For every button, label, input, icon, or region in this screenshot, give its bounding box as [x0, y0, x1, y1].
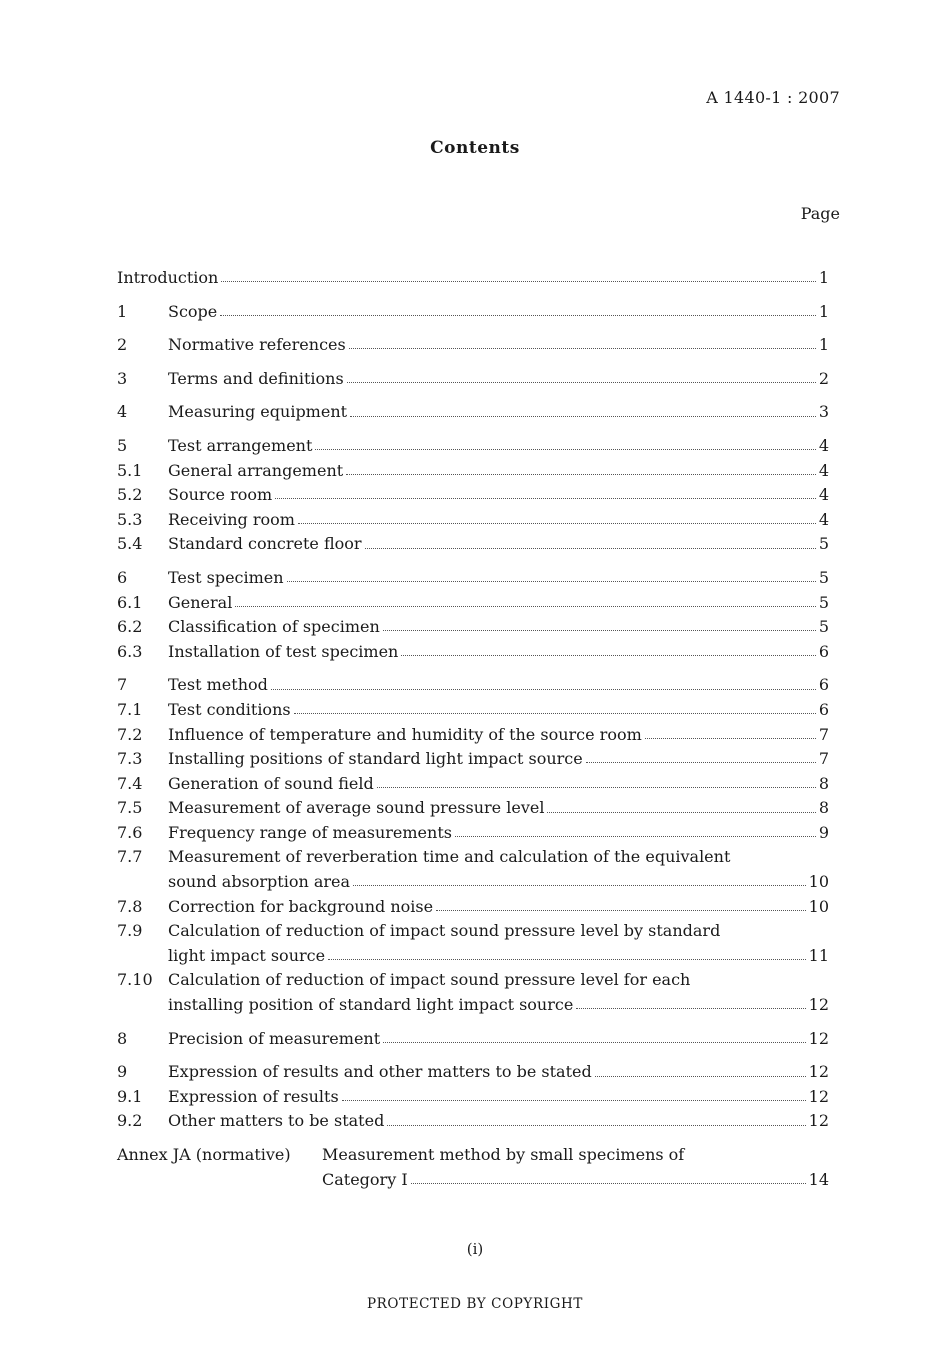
toc-entry-page: 5 — [818, 534, 829, 554]
toc-entry-number: 9 — [117, 1062, 128, 1082]
toc-entry[interactable] — [117, 532, 829, 557]
toc-entry-page: 3 — [818, 402, 829, 422]
toc-entry-number: 7.1 — [117, 699, 143, 719]
dot-leader — [350, 415, 816, 417]
toc-entry-page: 8 — [818, 798, 829, 818]
dot-leader — [411, 1182, 806, 1184]
toc-entry-title: Test conditions — [168, 699, 291, 719]
toc-entry-number: 2 — [117, 335, 128, 355]
toc-entry-title: Frequency range of measurements — [168, 822, 452, 842]
toc-entry-title: Calculation of reduction of impact sound pressure level for each — [168, 970, 691, 990]
toc-entry-page: 4 — [818, 435, 829, 455]
dot-leader — [353, 884, 806, 886]
dot-leader — [547, 811, 815, 813]
dot-leader — [645, 737, 816, 739]
table-of-contents — [117, 266, 829, 1192]
toc-entry-title: Other matters to be stated — [168, 1111, 385, 1131]
toc-entry[interactable] — [117, 434, 829, 459]
dot-leader — [401, 654, 815, 656]
toc-entry-page: 5 — [818, 617, 829, 637]
toc-entry-title: General — [168, 592, 233, 612]
toc-entry-page: 12 — [808, 1028, 829, 1048]
toc-entry-number: 7.6 — [117, 822, 143, 842]
toc-entry-page: 2 — [818, 368, 829, 388]
toc-entry-number: 9.1 — [117, 1086, 143, 1106]
toc-entry-title: Classification of specimen — [168, 617, 380, 637]
toc-entry-number: 7.7 — [117, 847, 143, 867]
toc-entry-page: 5 — [818, 592, 829, 612]
toc-entry-number: 7.4 — [117, 773, 143, 793]
toc-entry-title: Source room — [168, 485, 273, 505]
toc-entry[interactable] — [117, 367, 829, 392]
toc-entry[interactable] — [117, 566, 829, 591]
toc-entry-page: 6 — [818, 641, 829, 661]
toc-entry-title: Calculation of reduction of impact sound pressure level by standard — [168, 921, 721, 941]
toc-entry-page: 11 — [808, 945, 829, 965]
toc-entry[interactable] — [117, 919, 829, 968]
toc-entry-title: General arrangement — [168, 460, 344, 480]
toc-entry-number: 5 — [117, 435, 128, 455]
toc-entry-number: 7.8 — [117, 896, 143, 916]
dot-leader — [383, 1041, 806, 1043]
toc-entry[interactable] — [117, 1060, 829, 1085]
toc-entry[interactable] — [117, 845, 829, 894]
toc-entry-title: Scope — [168, 301, 218, 321]
toc-entry-title: Expression of results and other matters to be stated — [168, 1062, 592, 1082]
dot-leader — [298, 522, 816, 524]
toc-entry-title: Test specimen — [168, 567, 284, 587]
toc-entry[interactable] — [117, 747, 829, 772]
toc-entry-page: 1 — [818, 301, 829, 321]
toc-entry[interactable] — [117, 615, 829, 640]
document-code: A 1440-1 : 2007 — [706, 88, 840, 107]
dot-leader — [221, 280, 815, 282]
toc-entry-page: 12 — [808, 1062, 829, 1082]
toc-entry[interactable] — [117, 459, 829, 484]
toc-entry[interactable] — [117, 772, 829, 797]
toc-entry-title: Installation of test specimen — [168, 641, 399, 661]
toc-entry[interactable] — [117, 1109, 829, 1134]
toc-entry[interactable] — [117, 673, 829, 698]
toc-entry-number: 7.10 — [117, 970, 153, 990]
toc-entry-number: 4 — [117, 402, 128, 422]
toc-entry[interactable] — [117, 1085, 829, 1110]
toc-entry-title: Precision of measurement — [168, 1028, 381, 1048]
toc-entry[interactable] — [117, 508, 829, 533]
toc-entry-title: sound absorption area — [168, 872, 351, 892]
toc-entry-title: Test arrangement — [168, 435, 313, 455]
dot-leader — [287, 580, 816, 582]
toc-entry-title: Measuring equipment — [168, 402, 348, 422]
toc-entry[interactable] — [117, 483, 829, 508]
toc-entry-number: 3 — [117, 368, 128, 388]
toc-entry-number: 9.2 — [117, 1111, 143, 1131]
toc-entry-title: Correction for background noise — [168, 896, 434, 916]
toc-entry-title: Category I — [322, 1169, 408, 1189]
dot-leader — [387, 1124, 805, 1126]
dot-leader — [271, 688, 816, 690]
toc-entry-number: 7.3 — [117, 749, 143, 769]
toc-entry-number: 7.2 — [117, 724, 143, 744]
toc-entry-page: 4 — [818, 509, 829, 529]
toc-entry-number: 8 — [117, 1028, 128, 1048]
toc-entry[interactable] — [117, 333, 829, 358]
toc-entry-page: 6 — [818, 699, 829, 719]
toc-entry[interactable] — [117, 821, 829, 846]
dot-leader — [294, 712, 816, 714]
toc-entry-title: installing position of standard light impact source — [168, 995, 574, 1015]
toc-entry[interactable] — [117, 1027, 829, 1052]
dot-leader — [220, 314, 816, 316]
dot-leader — [576, 1007, 805, 1009]
toc-entry-page: 4 — [818, 485, 829, 505]
toc-entry[interactable] — [117, 266, 829, 291]
dot-leader — [383, 629, 816, 631]
dot-leader — [586, 761, 816, 763]
toc-entry-title: Normative references — [168, 335, 346, 355]
toc-entry-title: Expression of results — [168, 1086, 339, 1106]
toc-entry-title: Introduction — [117, 268, 219, 287]
dot-leader — [347, 381, 816, 383]
page-column-label: Page — [800, 204, 840, 223]
toc-entry-title: Influence of temperature and humidity of the source room — [168, 724, 642, 744]
toc-entry-title: Test method — [168, 675, 268, 695]
dot-leader — [315, 448, 815, 450]
toc-entry-number: 6 — [117, 567, 128, 587]
toc-entry-number: 7 — [117, 675, 128, 695]
toc-entry[interactable] — [117, 591, 829, 616]
toc-entry[interactable] — [117, 723, 829, 748]
toc-entry-number: Annex JA (normative) — [117, 1145, 291, 1164]
toc-entry-number: 7.9 — [117, 921, 143, 941]
dot-leader — [342, 1099, 806, 1101]
toc-entry-number: 1 — [117, 301, 128, 321]
toc-entry-page: 4 — [818, 460, 829, 480]
toc-entry-number: 5.3 — [117, 509, 143, 529]
toc-entry-page: 12 — [808, 1111, 829, 1131]
toc-entry-page: 14 — [808, 1169, 829, 1189]
toc-entry-title: Measurement of reverberation time and calculation of the equivalent — [168, 847, 731, 867]
dot-leader — [436, 909, 806, 911]
dot-leader — [377, 786, 816, 788]
toc-entry-page: 12 — [808, 995, 829, 1015]
dot-leader — [595, 1075, 806, 1077]
toc-entry-title: Terms and definitions — [168, 368, 344, 388]
copyright-notice: PROTECTED BY COPYRIGHT — [366, 1296, 584, 1312]
toc-entry-number: 5.1 — [117, 460, 143, 480]
toc-entry-number: 5.4 — [117, 534, 143, 554]
toc-entry-page: 9 — [818, 822, 829, 842]
toc-entry[interactable] — [117, 1143, 829, 1192]
dot-leader — [349, 347, 816, 349]
dot-leader — [328, 958, 806, 960]
toc-entry-title: Generation of sound field — [168, 773, 374, 793]
toc-entry[interactable] — [117, 968, 829, 1017]
toc-entry-page: 12 — [808, 1086, 829, 1106]
toc-entry-number: 7.5 — [117, 798, 143, 818]
toc-entry[interactable] — [117, 300, 829, 325]
dot-leader — [455, 835, 816, 837]
toc-entry[interactable] — [117, 640, 829, 665]
toc-entry-page: 5 — [818, 567, 829, 587]
toc-entry-page: 1 — [818, 268, 829, 287]
toc-entry-number: 6.3 — [117, 641, 143, 661]
dot-leader — [235, 605, 815, 607]
toc-entry[interactable] — [117, 895, 829, 920]
toc-entry-title: Installing positions of standard light impact source — [168, 749, 583, 769]
toc-entry-page: 8 — [818, 773, 829, 793]
page-number: (i) — [466, 1240, 484, 1258]
toc-entry-page: 1 — [818, 335, 829, 355]
toc-entry-title: Standard concrete floor — [168, 534, 362, 554]
dot-leader — [275, 497, 816, 499]
dot-leader — [346, 473, 816, 475]
toc-entry[interactable] — [117, 400, 829, 425]
toc-entry-title: Measurement method by small specimens of — [322, 1145, 685, 1164]
dot-leader — [365, 547, 816, 549]
toc-entry-page: 7 — [818, 749, 829, 769]
toc-entry-title: light impact source — [168, 945, 326, 965]
toc-entry-number: 5.2 — [117, 485, 143, 505]
toc-entry-page: 10 — [808, 896, 829, 916]
page-title: Contents — [430, 138, 520, 158]
toc-entry-page: 10 — [808, 872, 829, 892]
toc-entry-number: 6.2 — [117, 617, 143, 637]
toc-entry-title: Receiving room — [168, 509, 295, 529]
toc-entry[interactable] — [117, 698, 829, 723]
toc-entry-title: Measurement of average sound pressure level — [168, 798, 545, 818]
toc-entry-number: 6.1 — [117, 592, 143, 612]
toc-entry[interactable] — [117, 796, 829, 821]
toc-entry-page: 7 — [818, 724, 829, 744]
toc-entry-page: 6 — [818, 675, 829, 695]
